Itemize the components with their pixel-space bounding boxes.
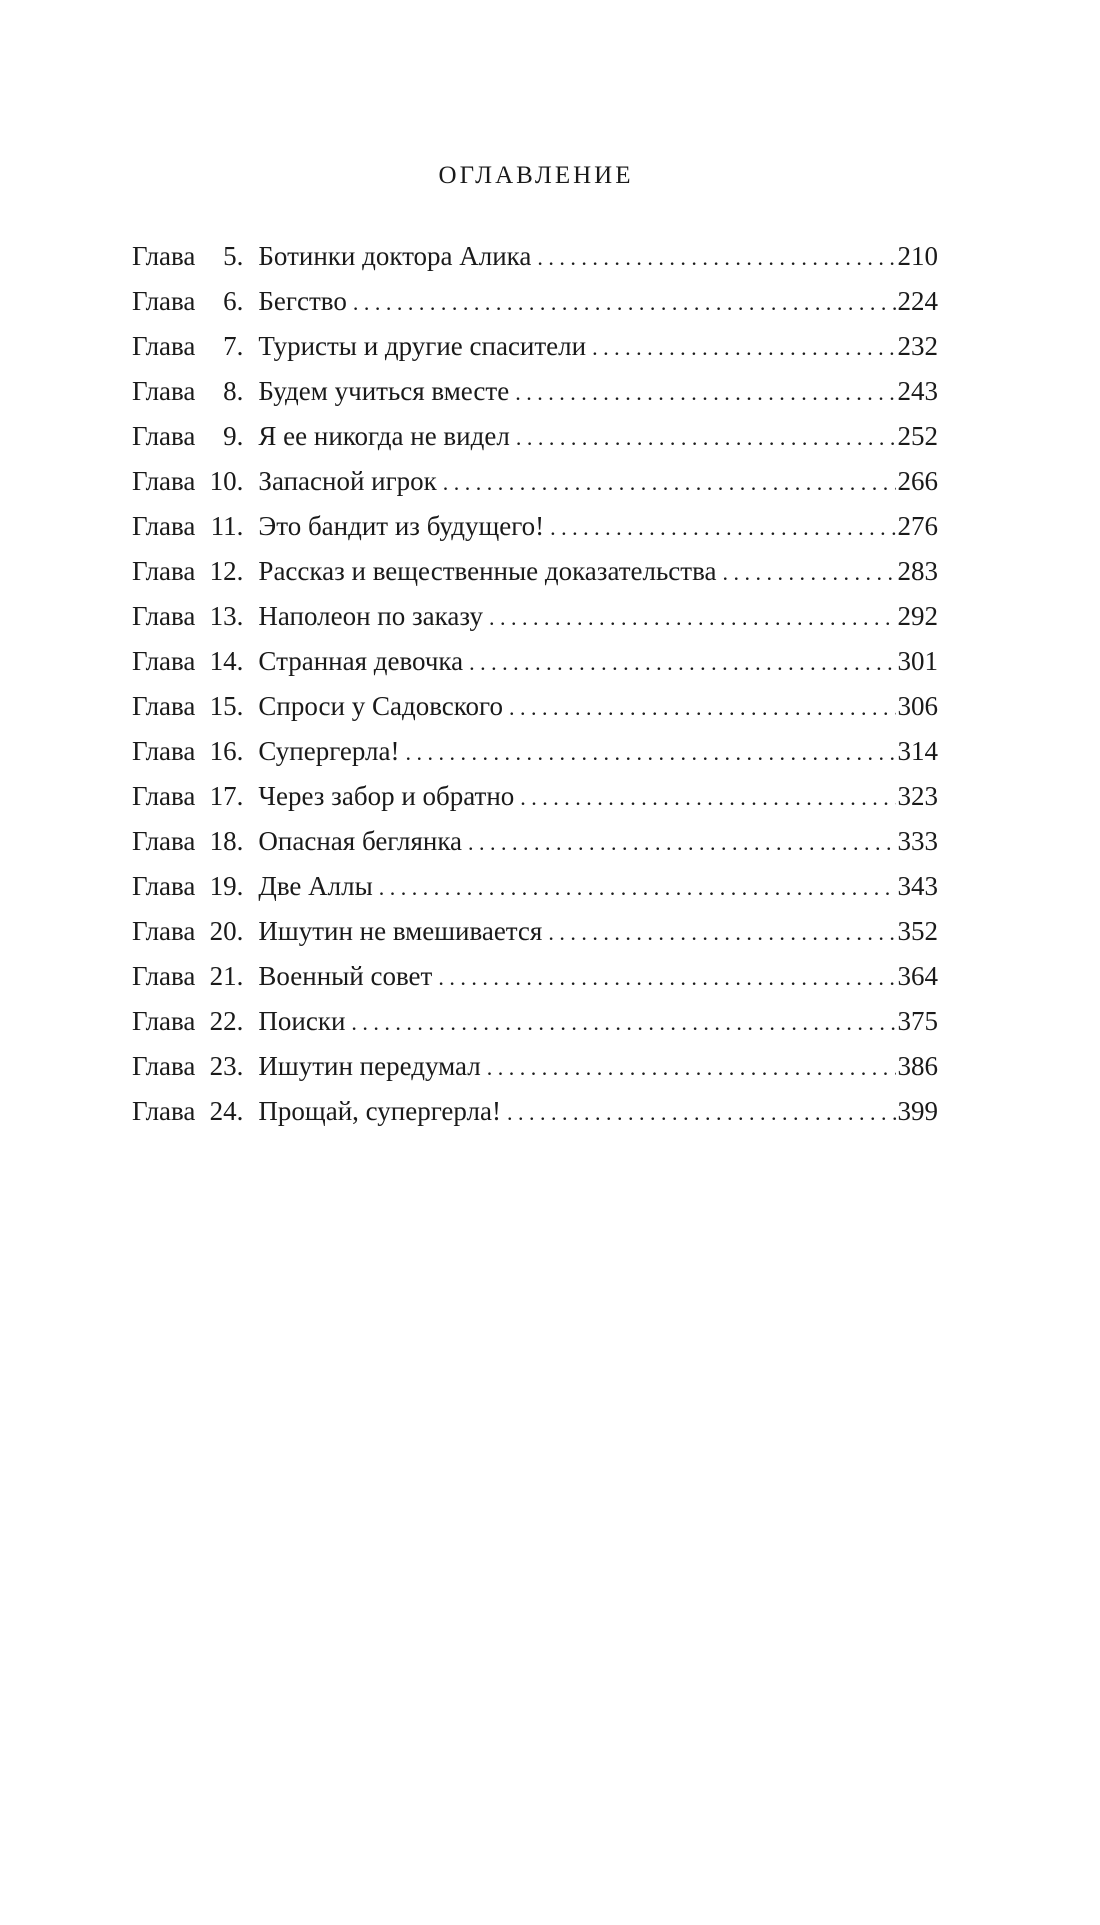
page-number: 301 xyxy=(897,646,938,676)
chapter-title: Через забор и обратно xyxy=(258,781,515,811)
page-number: 232 xyxy=(897,331,938,361)
toc-entry xyxy=(132,504,938,549)
toc-entry xyxy=(132,594,938,639)
page-number: 243 xyxy=(897,376,938,406)
chapter-title: Военный совет xyxy=(258,961,433,991)
toc-entry xyxy=(132,729,938,774)
chapter-label: Глава xyxy=(132,241,196,271)
page-number: 266 xyxy=(897,466,938,496)
chapter-number: 14. xyxy=(209,646,244,676)
dot-leader xyxy=(550,504,895,550)
chapter-title: Супергерла! xyxy=(258,736,400,766)
page-number: 375 xyxy=(897,1006,938,1036)
toc-entry xyxy=(132,1089,938,1134)
chapter-title: Ишутин передумал xyxy=(258,1051,481,1081)
page-number: 283 xyxy=(897,556,938,586)
chapter-number: 12. xyxy=(209,556,244,586)
table-of-contents xyxy=(132,234,938,1134)
page-number: 306 xyxy=(897,691,938,721)
page-title: ОГЛАВЛЕНИЕ xyxy=(438,162,634,189)
chapter-number: 11. xyxy=(210,511,244,541)
chapter-label: Глава xyxy=(132,916,196,946)
chapter-label: Глава xyxy=(132,601,196,631)
chapter-number: 8. xyxy=(223,376,244,406)
dot-leader xyxy=(516,414,896,460)
chapter-title: Запасной игрок xyxy=(258,466,437,496)
toc-entry xyxy=(132,459,938,504)
toc-entry xyxy=(132,639,938,684)
chapter-number: 7. xyxy=(223,331,244,361)
chapter-number: 6. xyxy=(223,286,244,316)
chapter-label: Глава xyxy=(132,1051,196,1081)
page-number: 252 xyxy=(897,421,938,451)
chapter-label: Глава xyxy=(132,331,196,361)
page-number: 352 xyxy=(897,916,938,946)
toc-entry xyxy=(132,369,938,414)
page-number: 323 xyxy=(897,781,938,811)
chapter-number: 24. xyxy=(209,1096,244,1126)
chapter-label: Глава xyxy=(132,781,196,811)
dot-leader xyxy=(406,729,896,775)
dot-leader xyxy=(722,549,895,595)
dot-leader xyxy=(351,999,895,1045)
chapter-number: 19. xyxy=(209,871,244,901)
chapter-title: Рассказ и вещественные доказательства xyxy=(258,556,717,586)
chapter-title: Ботинки доктора Алика xyxy=(258,241,532,271)
toc-entry xyxy=(132,414,938,459)
dot-leader xyxy=(353,279,896,325)
chapter-number: 21. xyxy=(209,961,244,991)
dot-leader xyxy=(520,774,895,820)
chapter-title: Будем учиться вместе xyxy=(258,376,510,406)
chapter-number: 22. xyxy=(209,1006,244,1036)
page-number: 314 xyxy=(897,736,938,766)
chapter-label: Глава xyxy=(132,736,196,766)
chapter-label: Глава xyxy=(132,646,196,676)
chapter-title: Ишутин не вмешивается xyxy=(258,916,543,946)
chapter-title: Спроси у Садовского xyxy=(258,691,503,721)
chapter-label: Глава xyxy=(132,466,196,496)
chapter-label: Глава xyxy=(132,421,196,451)
page-number: 364 xyxy=(897,961,938,991)
chapter-number: 18. xyxy=(209,826,244,856)
chapter-label: Глава xyxy=(132,511,196,541)
dot-leader xyxy=(487,1044,896,1090)
chapter-number: 16. xyxy=(209,736,244,766)
toc-entry xyxy=(132,954,938,999)
toc-entry xyxy=(132,234,938,279)
dot-leader xyxy=(507,1089,896,1135)
chapter-label: Глава xyxy=(132,376,196,406)
page-number: 224 xyxy=(897,286,938,316)
chapter-label: Глава xyxy=(132,1096,196,1126)
chapter-label: Глава xyxy=(132,1006,196,1036)
dot-leader xyxy=(509,684,896,730)
page-number: 386 xyxy=(897,1051,938,1081)
toc-entry xyxy=(132,1044,938,1089)
toc-entry xyxy=(132,909,938,954)
dot-leader xyxy=(469,639,895,685)
chapter-title: Наполеон по заказу xyxy=(258,601,483,631)
page-number: 343 xyxy=(897,871,938,901)
chapter-number: 17. xyxy=(209,781,244,811)
chapter-label: Глава xyxy=(132,871,196,901)
chapter-title: Поиски xyxy=(258,1006,346,1036)
toc-entry xyxy=(132,684,938,729)
dot-leader xyxy=(379,864,896,910)
chapter-title: Странная девочка xyxy=(258,646,464,676)
toc-entry xyxy=(132,999,938,1044)
chapter-label: Глава xyxy=(132,826,196,856)
chapter-title: Это бандит из будущего! xyxy=(258,511,545,541)
chapter-title: Две Аллы xyxy=(258,871,373,901)
chapter-number: 10. xyxy=(209,466,244,496)
toc-entry xyxy=(132,774,938,819)
chapter-title: Я ее никогда не видел xyxy=(258,421,510,451)
chapter-label: Глава xyxy=(132,691,196,721)
dot-leader xyxy=(515,369,895,415)
toc-entry xyxy=(132,819,938,864)
dot-leader xyxy=(468,819,895,865)
dot-leader xyxy=(489,594,896,640)
toc-entry xyxy=(132,324,938,369)
page-number: 292 xyxy=(897,601,938,631)
dot-leader xyxy=(548,909,895,955)
chapter-title: Прощай, супергерла! xyxy=(258,1096,501,1126)
chapter-label: Глава xyxy=(132,556,196,586)
chapter-number: 15. xyxy=(209,691,244,721)
toc-entry xyxy=(132,279,938,324)
chapter-number: 20. xyxy=(209,916,244,946)
dot-leader xyxy=(443,459,896,505)
page-number: 333 xyxy=(897,826,938,856)
chapter-title: Туристы и другие спасители xyxy=(258,331,587,361)
chapter-number: 13. xyxy=(209,601,244,631)
page-number: 276 xyxy=(897,511,938,541)
toc-entry xyxy=(132,864,938,909)
page-number: 210 xyxy=(897,241,938,271)
chapter-number: 9. xyxy=(223,421,244,451)
chapter-number: 23. xyxy=(209,1051,244,1081)
chapter-label: Глава xyxy=(132,961,196,991)
page-number: 399 xyxy=(897,1096,938,1126)
toc-entry xyxy=(132,549,938,594)
dot-leader xyxy=(438,954,895,1000)
chapter-number: 5. xyxy=(223,241,244,271)
dot-leader xyxy=(592,324,895,370)
dot-leader xyxy=(537,234,895,280)
chapter-title: Бегство xyxy=(258,286,347,316)
chapter-label: Глава xyxy=(132,286,196,316)
chapter-title: Опасная беглянка xyxy=(258,826,463,856)
